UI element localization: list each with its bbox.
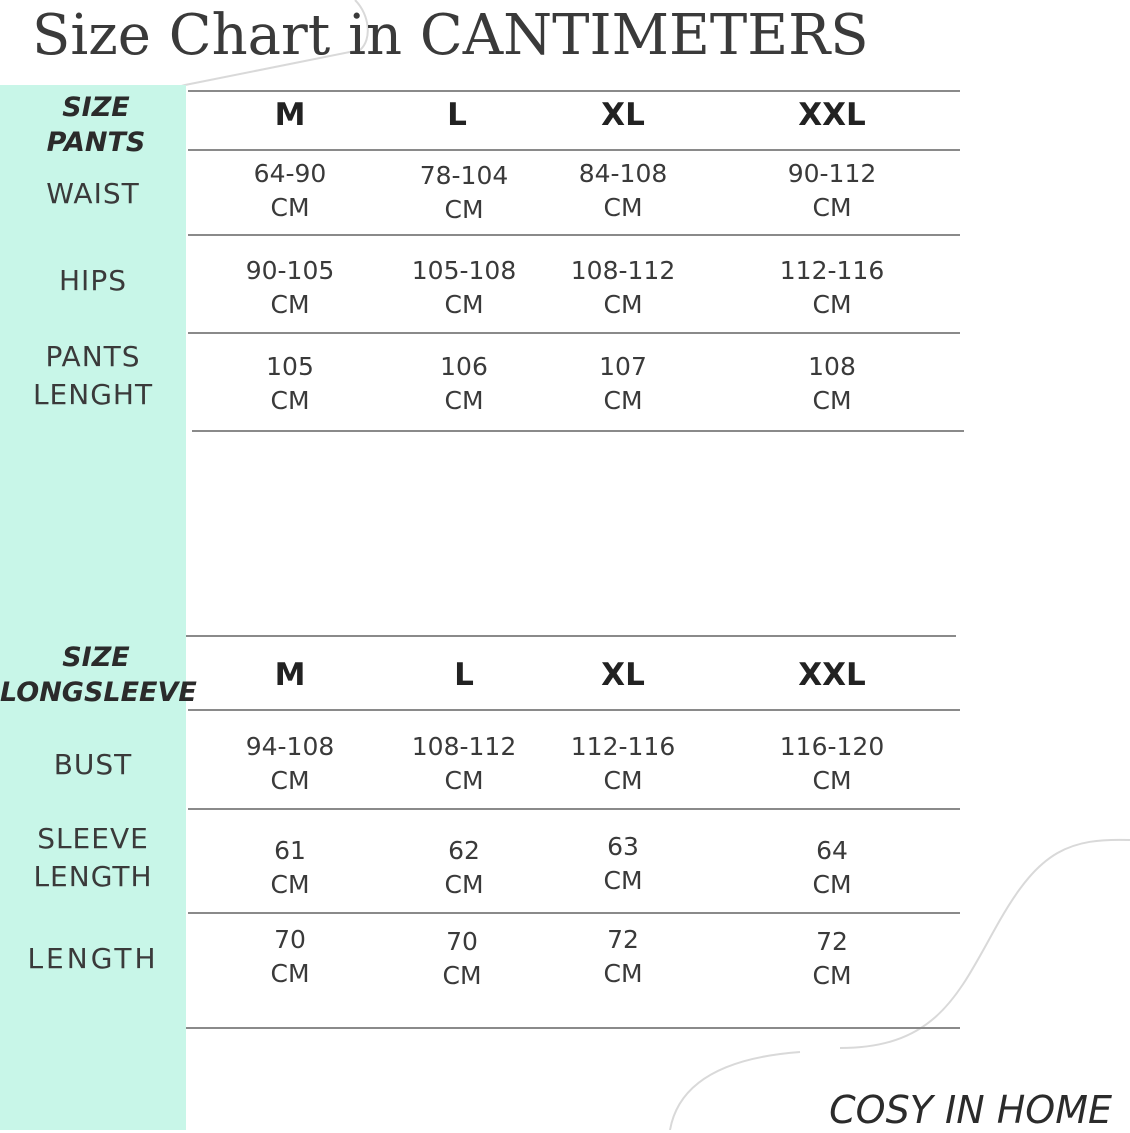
table-cell: 107 CM	[599, 352, 647, 415]
table-divider	[186, 635, 956, 637]
table-cell: 105-108 CM	[411, 256, 517, 319]
table-cell: 90-112 CM	[787, 159, 877, 222]
table-cell: 94-108 CM	[245, 732, 335, 795]
table-cell: 78-104 CM	[419, 161, 509, 224]
table-cell: 61 CM	[270, 836, 310, 899]
table-cell: 108-112 CM	[411, 732, 517, 795]
row-label-hips: HIPS	[59, 264, 127, 297]
table-cell: 72 CM	[812, 927, 852, 990]
row-label-bust: BUST	[53, 748, 133, 781]
table-divider	[188, 332, 960, 334]
table-cell: 84-108 CM	[578, 159, 668, 222]
size-header-xxl: XXL	[798, 97, 866, 133]
size-header-m: M	[274, 657, 306, 693]
table-divider	[192, 430, 964, 432]
table-cell: 106 CM	[440, 352, 488, 415]
table-cell: 64-90 CM	[253, 159, 327, 222]
size-header-m: M	[274, 97, 306, 133]
table-cell: 70 CM	[442, 927, 482, 990]
longsleeve-table-corner-label: SIZE LONGSLEEVE	[0, 642, 197, 708]
row-label-waist: WAIST	[46, 177, 140, 210]
table-divider	[188, 234, 960, 236]
pants-table-corner-label: SIZE PANTS	[46, 92, 146, 158]
table-divider	[188, 149, 960, 151]
table-divider	[188, 90, 960, 92]
size-header-l: L	[447, 97, 467, 133]
table-divider	[186, 1027, 960, 1029]
table-divider	[188, 912, 960, 914]
table-cell: 70 CM	[270, 925, 310, 988]
brand-name: COSY IN HOME	[829, 1088, 1112, 1132]
size-header-xxl: XXL	[798, 657, 866, 693]
table-cell: 63 CM	[603, 832, 643, 895]
table-divider	[188, 808, 960, 810]
table-cell: 105 CM	[266, 352, 314, 415]
row-label-pants-lenght: PANTS LENGHT	[32, 340, 154, 411]
page-title: Size Chart in CANTIMETERS	[32, 3, 869, 68]
table-divider	[188, 709, 960, 711]
table-cell: 90-105 CM	[245, 256, 335, 319]
table-cell: 112-116 CM	[779, 256, 885, 319]
size-header-l: L	[454, 657, 474, 693]
table-cell: 112-116 CM	[570, 732, 676, 795]
table-cell: 116-120 CM	[779, 732, 885, 795]
row-label-length: LENGTH	[27, 942, 159, 975]
table-cell: 64 CM	[812, 836, 852, 899]
size-header-xl: XL	[601, 657, 645, 693]
table-cell: 72 CM	[603, 925, 643, 988]
size-header-xl: XL	[601, 97, 645, 133]
row-label-sleeve-length: SLEEVE LENGTH	[33, 822, 153, 893]
table-cell: 62 CM	[444, 836, 484, 899]
table-cell: 108 CM	[808, 352, 856, 415]
table-cell: 108-112 CM	[570, 256, 676, 319]
